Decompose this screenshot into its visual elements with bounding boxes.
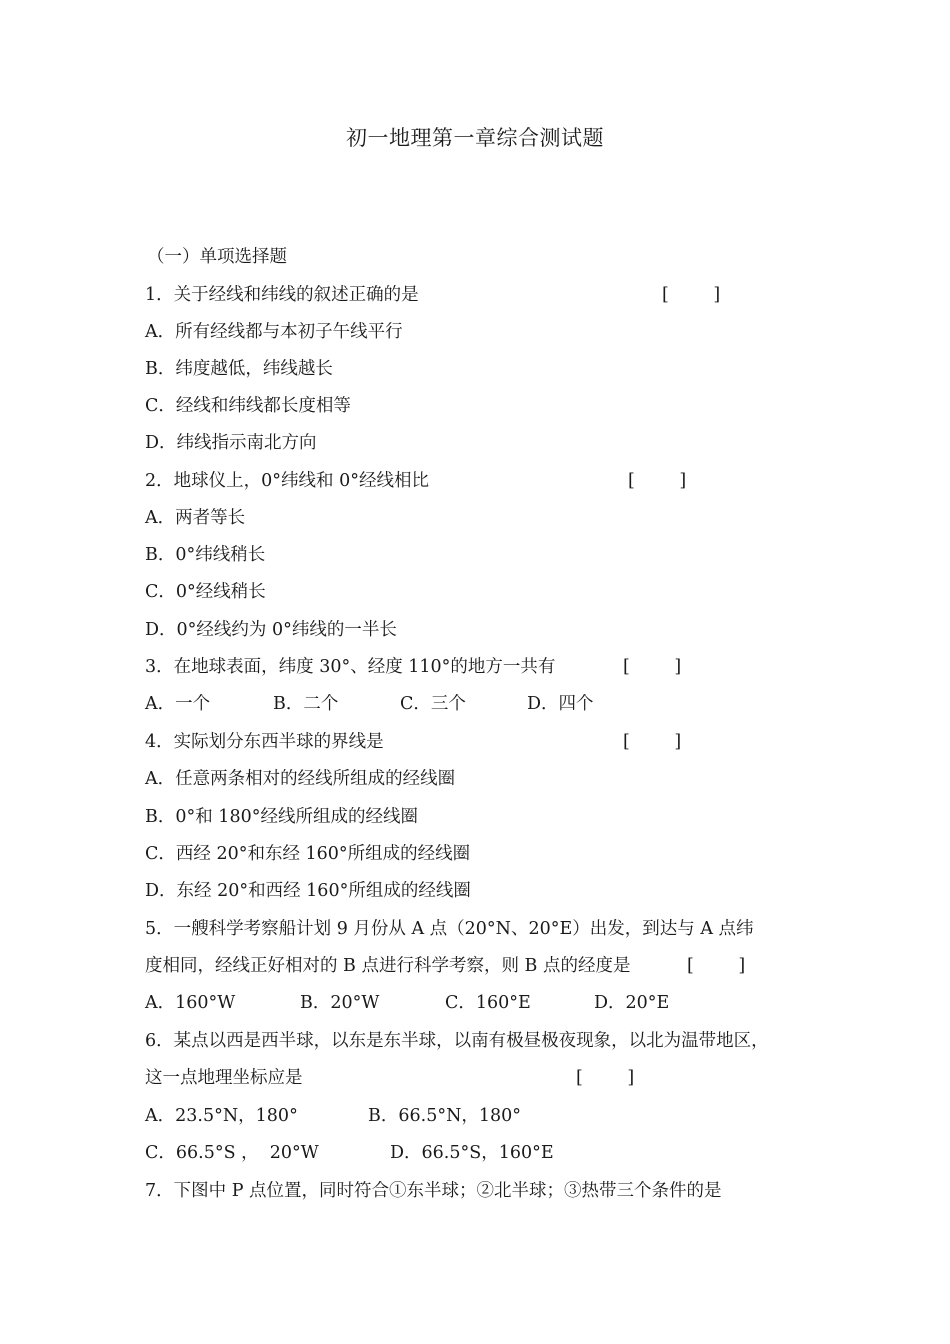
question-1-option-c: C．经线和纬线都长度相等 (145, 396, 351, 416)
question-5-stem-line-2: 度相同，经线正好相对的 B 点进行科学考察，则 B 点的经度是 (145, 956, 631, 976)
answer-bracket-2: [ ] (628, 471, 687, 491)
question-5-option-c: C．160°E (445, 993, 531, 1013)
answer-bracket-4: [ ] (623, 732, 682, 752)
question-6-stem-line-1: 6．某点以西是西半球，以东是东半球，以南有极昼极夜现象，以北为温带地区， (145, 1031, 769, 1051)
question-6-stem-line-2: 这一点地理坐标应是 (145, 1068, 303, 1088)
answer-bracket-1: [ ] (662, 285, 721, 305)
question-7-stem: 7．下图中 P 点位置，同时符合①东半球；②北半球；③热带三个条件的是 (145, 1181, 722, 1201)
question-5-option-a: A．160°W (145, 993, 236, 1013)
question-3-option-d: D．四个 (527, 694, 594, 714)
question-3-option-c: C．三个 (400, 694, 466, 714)
section-heading: （一）单项选择题 (147, 247, 287, 267)
question-4-option-d: D．东经 20°和西经 160°所组成的经线圈 (145, 881, 471, 901)
question-6-option-a: A．23.5°N，180° (145, 1106, 298, 1126)
question-3-stem: 3．在地球表面，纬度 30°、经度 110°的地方一共有 (145, 657, 556, 677)
page-title: 初一地理第一章综合测试题 (346, 126, 604, 150)
answer-bracket-5: [ ] (687, 956, 746, 976)
question-2-option-c: C．0°经线稍长 (145, 582, 266, 602)
question-6-option-b: B．66.5°N，180° (368, 1106, 522, 1126)
question-4-option-a: A．任意两条相对的经线所组成的经线圈 (145, 769, 456, 789)
question-2-stem: 2．地球仪上，0°纬线和 0°经线相比 (145, 471, 429, 491)
answer-bracket-3: [ ] (623, 657, 682, 677)
question-4-option-c: C．西经 20°和东经 160°所组成的经线圈 (145, 844, 471, 864)
question-4-option-b: B．0°和 180°经线所组成的经线圈 (145, 807, 418, 827)
question-6-option-d: D．66.5°S，160°E (390, 1143, 554, 1163)
question-6-option-c: C．66.5°S ， 20°W (145, 1143, 319, 1163)
question-1-option-d: D．纬线指示南北方向 (145, 433, 317, 453)
question-2-option-a: A．两者等长 (145, 508, 246, 528)
question-5-stem-line-1: 5．一艘科学考察船计划 9 月份从 A 点（20°N、20°E）出发，到达与 A 点纬 (145, 919, 754, 939)
answer-bracket-6: [ ] (576, 1068, 635, 1088)
question-5-option-d: D．20°E (594, 993, 670, 1013)
question-3-option-a: A．一个 (145, 694, 211, 714)
question-3-option-b: B．二个 (273, 694, 339, 714)
question-1-option-b: B．纬度越低，纬线越长 (145, 359, 333, 379)
question-2-option-d: D．0°经线约为 0°纬线的一半长 (145, 620, 397, 640)
question-1-stem: 1．关于经线和纬线的叙述正确的是 (145, 285, 419, 305)
question-4-stem: 4．实际划分东西半球的界线是 (145, 732, 384, 752)
question-2-option-b: B．0°纬线稍长 (145, 545, 266, 565)
question-5-option-b: B．20°W (300, 993, 380, 1013)
question-1-option-a: A．所有经线都与本初子午线平行 (145, 322, 403, 342)
